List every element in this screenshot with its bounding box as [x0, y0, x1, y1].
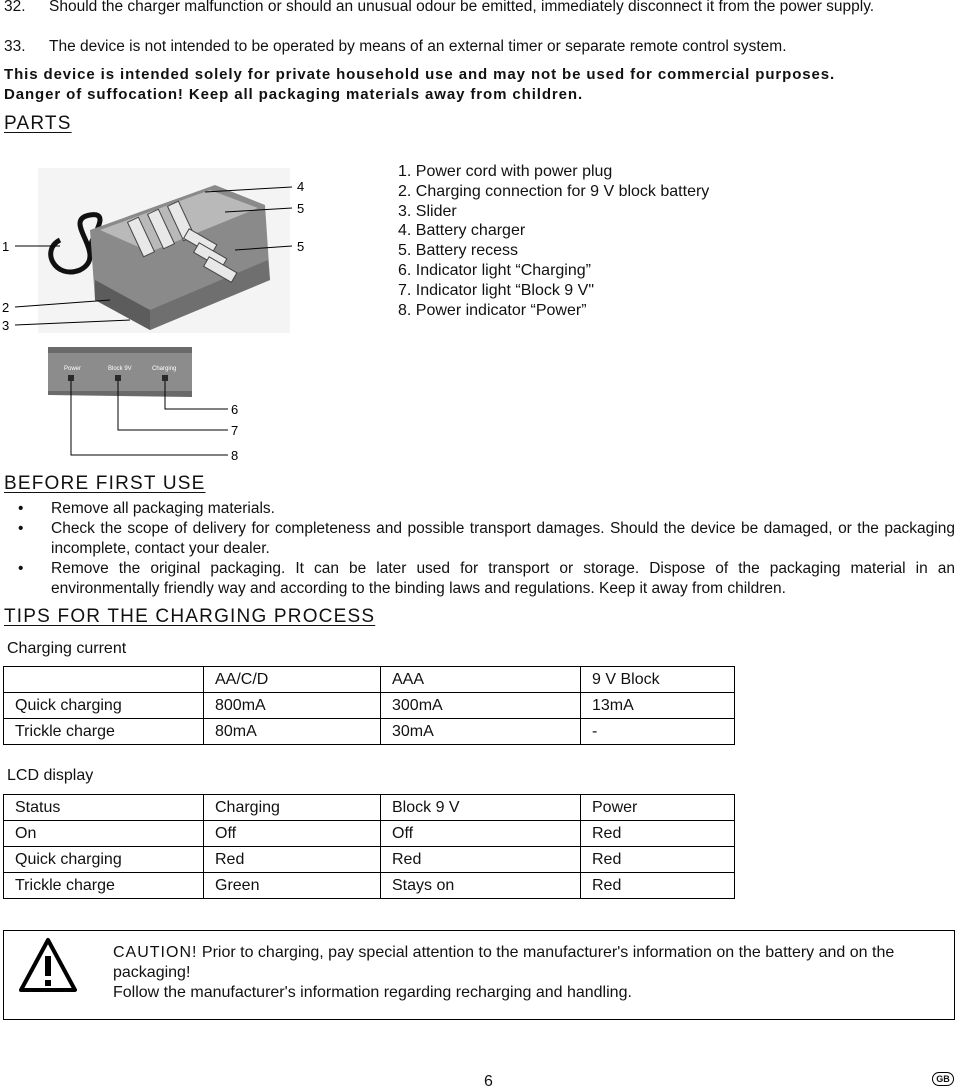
parts-item: 6. Indicator light “Charging”	[398, 261, 591, 279]
caution-label: CAUTION!	[113, 944, 198, 961]
panel-label-block: Block 9V	[108, 366, 132, 372]
table-row	[4, 821, 735, 847]
parts-item: 1. Power cord with power plug	[398, 163, 613, 180]
callout-label-8: 8	[231, 448, 239, 463]
table-cell: 80mA	[204, 719, 381, 745]
table-cell: Power	[581, 795, 735, 821]
bullet-item: • Check the scope of delivery for completeness and possible transport damages. Should the device be damaged, or the packaging incomplete, contact your dealer.	[0, 519, 955, 559]
parts-item: 5. Battery recess	[398, 242, 519, 260]
callout-label-1: 1	[2, 239, 10, 254]
table-cell: Red	[204, 847, 381, 873]
table-cell: Red	[581, 847, 735, 873]
led-power	[68, 375, 74, 381]
caution-text	[113, 943, 944, 1003]
led-block	[115, 375, 121, 381]
charger-photo	[0, 160, 330, 360]
charging-current-label: Charging current	[7, 640, 127, 657]
table-cell: 300mA	[381, 693, 581, 719]
language-badge-label: GB	[936, 1074, 950, 1084]
indicator-panel-photo	[40, 345, 250, 465]
table-cell: Charging	[204, 795, 381, 821]
callout-label-6: 6	[231, 402, 239, 417]
bullet-item: • Remove all packaging materials.	[0, 499, 955, 519]
safety-item-32	[0, 0, 955, 38]
parts-item: 7. Indicator light “Block 9 V"	[398, 281, 594, 299]
item-text: Should the charger malfunction or should an unusual odour be emitted, immediately disconnect it from the power supply.	[49, 0, 875, 15]
parts-item: 4. Battery charger	[398, 222, 526, 240]
table-cell: AAA	[381, 667, 581, 693]
caution-text-1: Prior to charging, pay special attention to the manufacturer's information on the battery and on the packaging!	[113, 944, 895, 981]
page-number: 6	[484, 1073, 493, 1090]
table-cell: On	[4, 821, 204, 847]
parts-heading: PARTS	[4, 113, 72, 134]
table-cell: Stays on	[381, 873, 581, 899]
table-cell: Quick charging	[4, 847, 204, 873]
table-cell: -	[581, 719, 735, 745]
tips-heading: TIPS FOR THE CHARGING PROCESS	[4, 606, 376, 627]
caution-box	[3, 930, 955, 1020]
table-header-row	[4, 667, 735, 693]
table-cell: Trickle charge	[4, 873, 204, 899]
table-cell: Red	[381, 847, 581, 873]
table-cell: 800mA	[204, 693, 381, 719]
callout-label-4: 4	[297, 179, 305, 194]
lcd-display-label: LCD display	[7, 767, 94, 784]
table-cell: 30mA	[381, 719, 581, 745]
table-cell: Quick charging	[4, 693, 204, 719]
led-charging	[162, 375, 168, 381]
table-cell: Off	[381, 821, 581, 847]
table-cell	[4, 667, 204, 693]
panel-face	[48, 353, 192, 391]
table-cell: Block 9 V	[381, 795, 581, 821]
panel-label-charging: Charging	[152, 366, 177, 372]
table-cell: 13mA	[581, 693, 735, 719]
table-header-row	[4, 795, 735, 821]
caution-text-2: Follow the manufacturer's information regarding recharging and handling.	[113, 984, 632, 1001]
parts-list	[398, 162, 709, 320]
table-row	[4, 693, 735, 719]
language-badge	[932, 1072, 954, 1086]
table-row	[4, 719, 735, 745]
before-first-use-heading: BEFORE FIRST USE	[4, 473, 206, 494]
warning-commercial: This device is intended solely for private household use and may not be used for commercial purposes.	[4, 66, 836, 83]
table-cell: Trickle charge	[4, 719, 204, 745]
parts-item: 3. Slider	[398, 202, 457, 220]
before-first-use-list	[0, 499, 955, 599]
table-cell: Red	[581, 821, 735, 847]
warning-suffocation: Danger of suffocation! Keep all packaging materials away from children.	[4, 86, 584, 103]
table-cell: Green	[204, 873, 381, 899]
callout-label-2: 2	[2, 300, 10, 315]
callout-label-5: 5	[297, 239, 305, 254]
charging-current-table	[3, 666, 735, 745]
table-row	[4, 847, 735, 873]
table-cell: Status	[4, 795, 204, 821]
item-number: 32.	[4, 0, 26, 15]
callout-label-7: 7	[231, 423, 239, 438]
lcd-display-table	[3, 794, 735, 899]
parts-item: 8. Power indicator “Power”	[398, 301, 587, 319]
callout-label-3: 3	[2, 318, 10, 333]
table-cell: 9 V Block	[581, 667, 735, 693]
parts-item: 2. Charging connection for 9 V block battery	[398, 182, 710, 200]
table-cell: AA/C/D	[204, 667, 381, 693]
table-cell: Off	[204, 821, 381, 847]
panel-label-power: Power	[64, 366, 82, 372]
item-number: 33.	[4, 38, 26, 55]
table-cell: Red	[581, 873, 735, 899]
item-text: The device is not intended to be operated by means of an external timer or separate remote control system.	[49, 38, 787, 55]
warning-triangle-icon	[18, 937, 78, 993]
callout-label-5: 5	[297, 201, 305, 216]
table-row	[4, 873, 735, 899]
bullet-item: • Remove the original packaging. It can be later used for transport or storage. Dispose of the packaging material in an environmentally friendly way and according to the binding laws and regulations. Keep it away from children.	[0, 559, 955, 599]
